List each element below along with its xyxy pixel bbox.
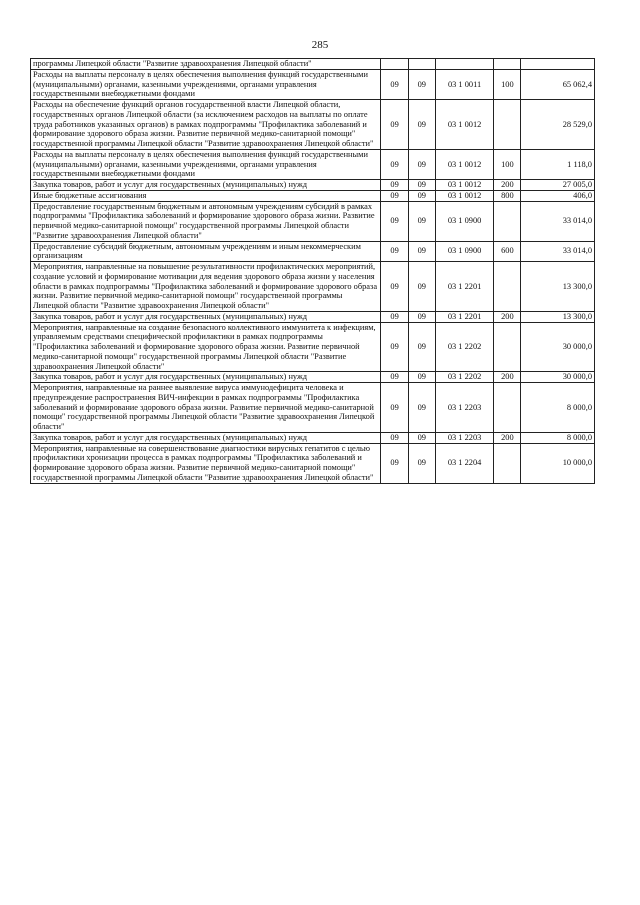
subsection-cell: 09	[408, 311, 435, 322]
amount-cell: 1 118,0	[521, 149, 595, 179]
row-name-cell: Расходы на выплаты персоналу в целях обеспечения выполнения функций государственными (муниципальными) органами, казенными учреждениями, органами управления государственными внебюджетными фондами	[31, 149, 381, 179]
target-article-cell: 03 1 0012	[435, 100, 493, 150]
table-row	[31, 262, 595, 312]
row-name-cell: Закупка товаров, работ и услуг для государственных (муниципальных) нужд	[31, 311, 381, 322]
amount-cell: 8 000,0	[521, 383, 595, 433]
subsection-cell: 09	[408, 69, 435, 99]
section-cell: 09	[381, 149, 408, 179]
expense-type-cell: 200	[494, 372, 521, 383]
amount-cell: 65 062,4	[521, 69, 595, 99]
section-cell: 09	[381, 311, 408, 322]
expense-type-cell: 100	[494, 149, 521, 179]
expense-type-cell	[494, 443, 521, 483]
page-number: 285	[311, 39, 329, 51]
table-row	[31, 443, 595, 483]
table-row	[31, 372, 595, 383]
row-name-cell: Закупка товаров, работ и услуг для государственных (муниципальных) нужд	[31, 372, 381, 383]
table-row	[31, 180, 595, 191]
amount-cell: 28 529,0	[521, 100, 595, 150]
amount-cell: 406,0	[521, 190, 595, 201]
row-name-cell: Закупка товаров, работ и услуг для государственных (муниципальных) нужд	[31, 432, 381, 443]
section-cell: 09	[381, 190, 408, 201]
amount-cell	[521, 59, 595, 70]
table-row	[31, 100, 595, 150]
expense-type-cell	[494, 262, 521, 312]
row-name-cell: Предоставление государственным бюджетным и автономным учреждениям субсидий в рамках подпрограммы "Профилактика заболеваний и формирование здорового образа жизни. Развитие первичной медико-санитарной помощи" государственной программы Липецкой области "Развитие здравоохранения Липецкой области"	[31, 201, 381, 241]
section-cell: 09	[381, 383, 408, 433]
subsection-cell: 09	[408, 201, 435, 241]
row-name-cell: Расходы на обеспечение функций органов государственной власти Липецкой области, государственных органов Липецкой области (за исключением расходов на выплаты по оплате труда работников указанных органов) в рамках подпрограммы "Профилактика заболеваний и формирование здорового образа жизни. Развитие первичной медико-санитарной помощи" государственной программы Липецкой области "Развитие здравоохранения Липецкой области"	[31, 100, 381, 150]
target-article-cell: 03 1 2203	[435, 383, 493, 433]
table-row	[31, 432, 595, 443]
amount-cell: 27 005,0	[521, 180, 595, 191]
table-row	[31, 201, 595, 241]
target-article-cell: 03 1 0011	[435, 69, 493, 99]
amount-cell: 10 000,0	[521, 443, 595, 483]
subsection-cell: 09	[408, 383, 435, 433]
amount-cell: 33 014,0	[521, 241, 595, 262]
subsection-cell: 09	[408, 443, 435, 483]
expense-type-cell	[494, 383, 521, 433]
table-row	[31, 190, 595, 201]
amount-cell: 30 000,0	[521, 322, 595, 372]
section-cell: 09	[381, 372, 408, 383]
table-row	[31, 241, 595, 262]
expense-type-cell: 100	[494, 69, 521, 99]
row-name-cell: Мероприятия, направленные на повышение результативности профилактических мероприятий, создание условий и формирование мотивации для ведения здорового образа жизни у населения области в рамках подпрограммы "Профилактика заболеваний и формирование здорового образа жизни. Развитие первичной медико-санитарной помощи" государственной программы Липецкой области "Развитие здравоохранения Липецкой области"	[31, 262, 381, 312]
section-cell: 09	[381, 100, 408, 150]
expense-type-cell	[494, 322, 521, 372]
row-name-cell: Расходы на выплаты персоналу в целях обеспечения выполнения функций государственными (муниципальными) органами, казенными учреждениями, органами управления государственными внебюджетными фондами	[31, 69, 381, 99]
row-name-cell: Иные бюджетные ассигнования	[31, 190, 381, 201]
amount-cell: 30 000,0	[521, 372, 595, 383]
table-row	[31, 149, 595, 179]
target-article-cell: 03 1 0012	[435, 149, 493, 179]
subsection-cell: 09	[408, 322, 435, 372]
target-article-cell	[435, 59, 493, 70]
subsection-cell: 09	[408, 100, 435, 150]
subsection-cell: 09	[408, 190, 435, 201]
section-cell: 09	[381, 443, 408, 483]
subsection-cell: 09	[408, 180, 435, 191]
target-article-cell: 03 1 0012	[435, 180, 493, 191]
subsection-cell: 09	[408, 149, 435, 179]
row-name-cell: Мероприятия, направленные на совершенствование диагностики вирусных гепатитов с целью профилактики хронизации процесса в рамках подпрограммы "Профилактика заболеваний и формирование здорового образа жизни. Развитие первичной медико-санитарной помощи" государственной программы Липецкой области "Развитие здравоохранения Липецкой области"	[31, 443, 381, 483]
target-article-cell: 03 1 2204	[435, 443, 493, 483]
subsection-cell: 09	[408, 262, 435, 312]
target-article-cell: 03 1 2201	[435, 311, 493, 322]
section-cell: 09	[381, 180, 408, 191]
expense-type-cell: 200	[494, 432, 521, 443]
section-cell: 09	[381, 432, 408, 443]
section-cell: 09	[381, 262, 408, 312]
amount-cell: 13 300,0	[521, 262, 595, 312]
expense-type-cell	[494, 100, 521, 150]
row-name-cell: программы Липецкой области "Развитие здравоохранения Липецкой области"	[31, 59, 381, 70]
target-article-cell: 03 1 0900	[435, 241, 493, 262]
target-article-cell: 03 1 2202	[435, 372, 493, 383]
target-article-cell: 03 1 2201	[435, 262, 493, 312]
target-article-cell: 03 1 0900	[435, 201, 493, 241]
expense-type-cell: 200	[494, 180, 521, 191]
table-row	[31, 322, 595, 372]
expense-type-cell	[494, 59, 521, 70]
table-row	[31, 59, 595, 70]
target-article-cell: 03 1 2202	[435, 322, 493, 372]
table-row	[31, 311, 595, 322]
subsection-cell: 09	[408, 241, 435, 262]
subsection-cell	[408, 59, 435, 70]
target-article-cell: 03 1 0012	[435, 190, 493, 201]
table-row	[31, 383, 595, 433]
section-cell: 09	[381, 322, 408, 372]
expense-type-cell	[494, 201, 521, 241]
amount-cell: 8 000,0	[521, 432, 595, 443]
target-article-cell: 03 1 2203	[435, 432, 493, 443]
section-cell: 09	[381, 241, 408, 262]
subsection-cell: 09	[408, 372, 435, 383]
table-row	[31, 69, 595, 99]
amount-cell: 13 300,0	[521, 311, 595, 322]
subsection-cell: 09	[408, 432, 435, 443]
row-name-cell: Закупка товаров, работ и услуг для государственных (муниципальных) нужд	[31, 180, 381, 191]
row-name-cell: Мероприятия, направленные на создание безопасного коллективного иммунитета к инфекциям, управляемым средствами специфической профилактики в рамках подпрограммы "Профилактика заболеваний и формирование здорового образа жизни. Развитие первичной медико-санитарной помощи" государственной программы Липецкой области "Развитие здравоохранения Липецкой области"	[31, 322, 381, 372]
section-cell	[381, 59, 408, 70]
amount-cell: 33 014,0	[521, 201, 595, 241]
row-name-cell: Мероприятия, направленные на раннее выявление вируса иммунодефицита человека и предупреждение распространения ВИЧ-инфекции в рамках подпрограммы "Профилактика заболеваний и формирование здорового образа жизни. Развитие первичной медико-санитарной помощи" государственной программы Липецкой области "Развитие здравоохранения Липецкой области"	[31, 383, 381, 433]
budget-table	[30, 58, 595, 484]
section-cell: 09	[381, 69, 408, 99]
expense-type-cell: 800	[494, 190, 521, 201]
expense-type-cell: 200	[494, 311, 521, 322]
section-cell: 09	[381, 201, 408, 241]
row-name-cell: Предоставление субсидий бюджетным, автономным учреждениям и иным некоммерческим организациям	[31, 241, 381, 262]
expense-type-cell: 600	[494, 241, 521, 262]
